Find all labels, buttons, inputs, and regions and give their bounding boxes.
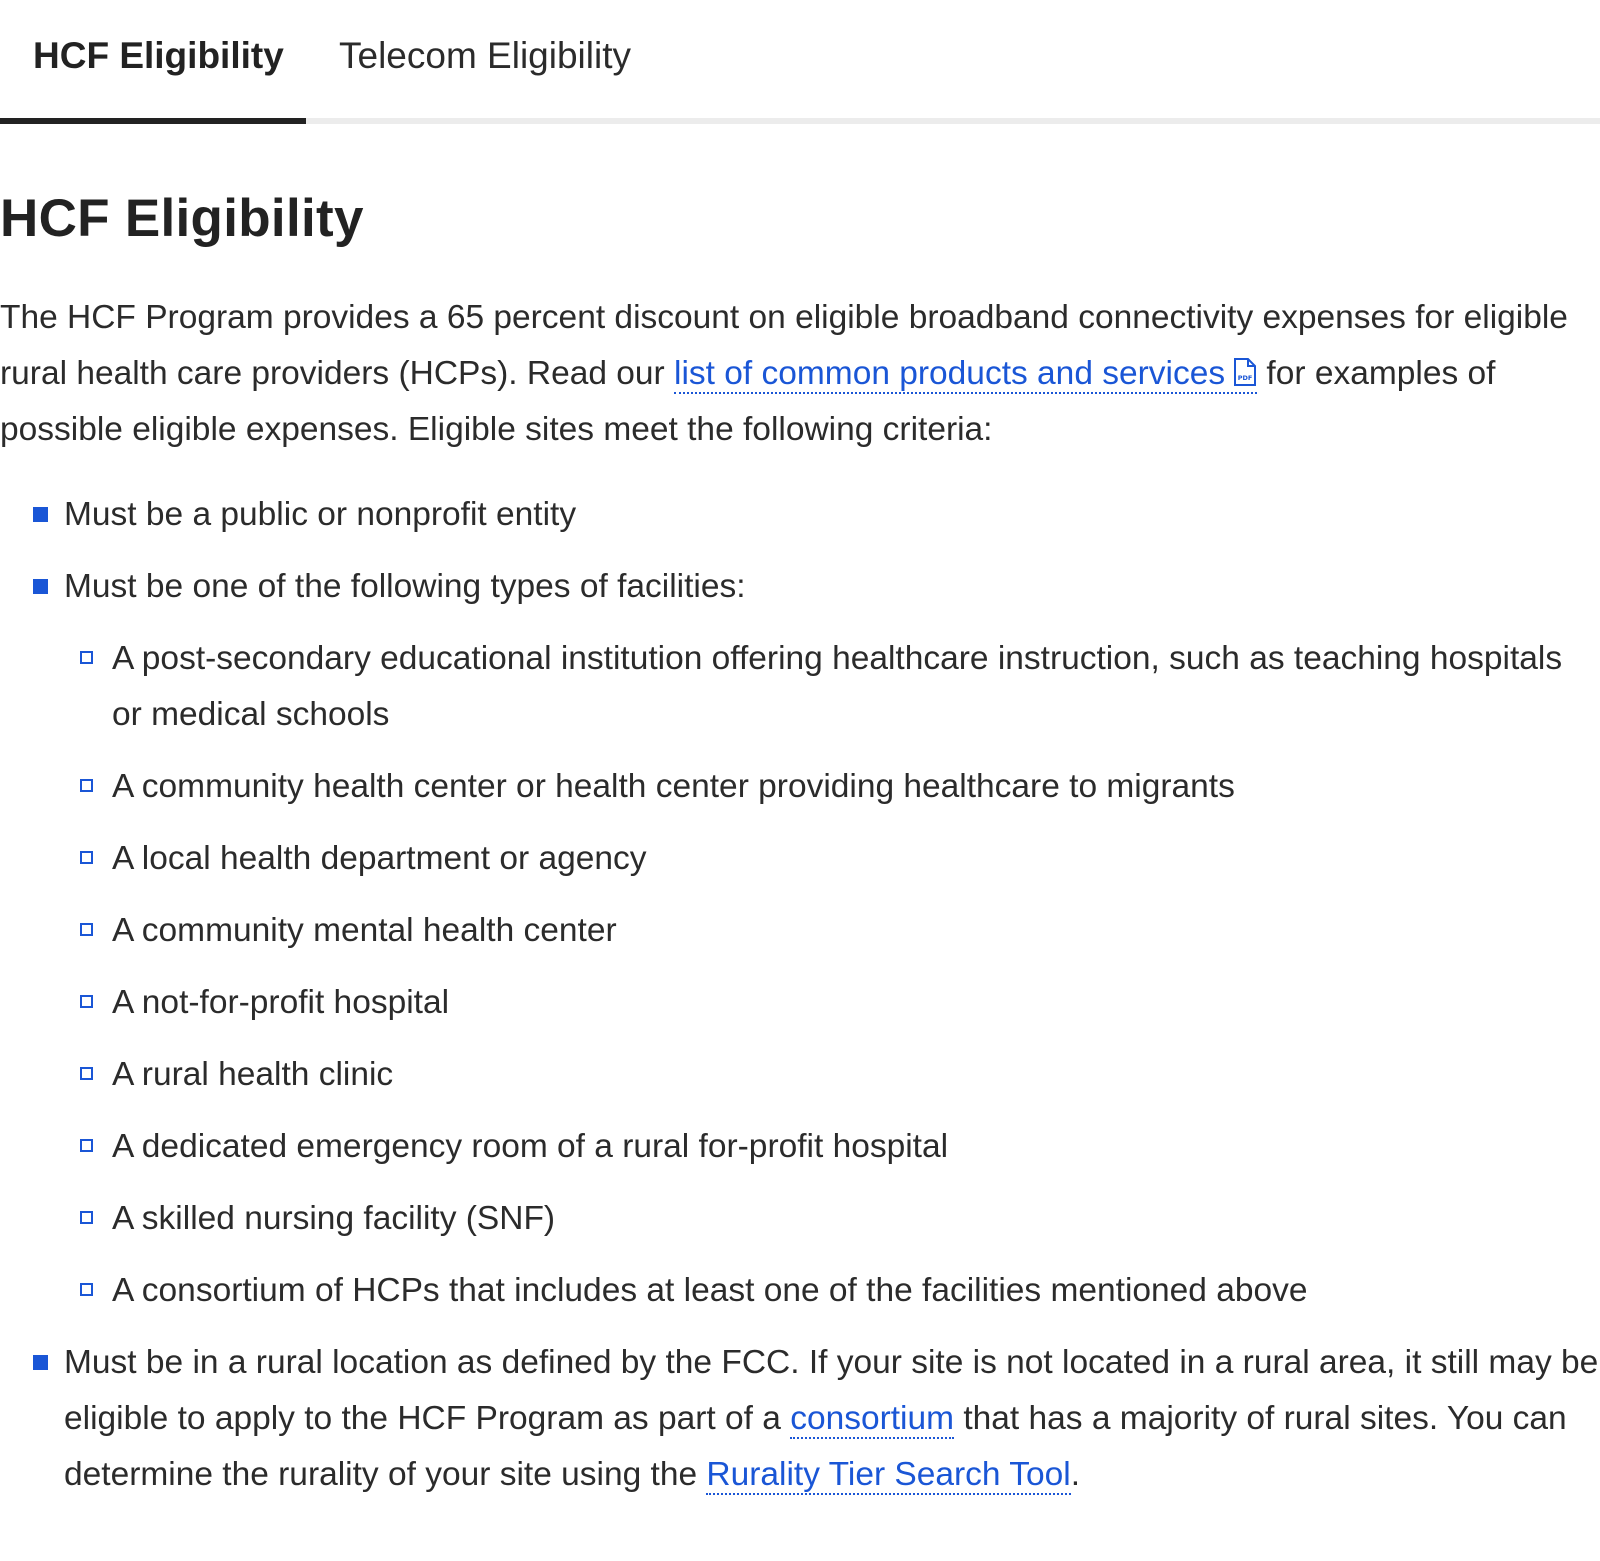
bullet-hollow-square-icon [80, 1139, 93, 1152]
facility-type-item [0, 1119, 1600, 1175]
page-title: HCF Eligibility [0, 189, 364, 248]
criteria-item-public-nonprofit [0, 487, 1600, 543]
facility-type-item [0, 831, 1600, 887]
svg-text:PDF: PDF [1237, 374, 1253, 382]
bullet-hollow-square-icon [80, 1283, 93, 1296]
facility-type-text: A local health department or agency [112, 840, 647, 877]
facility-type-item [0, 1191, 1600, 1247]
facility-type-text: A post-secondary educational institution offering healthcare instruction, such as teaching hospitals or medical schools [112, 640, 1563, 733]
bullet-hollow-square-icon [80, 1067, 93, 1080]
facility-type-text: A not-for-profit hospital [112, 984, 450, 1021]
facility-type-text: A skilled nursing facility (SNF) [112, 1200, 556, 1237]
facility-type-item [0, 1047, 1600, 1103]
bullet-hollow-square-icon [80, 851, 93, 864]
facility-type-item [0, 759, 1600, 815]
criteria-item-rural-location [0, 1335, 1600, 1503]
bullet-hollow-square-icon [80, 651, 93, 664]
bullet-square-icon [33, 507, 48, 522]
facility-type-text: A community health center or health center providing healthcare to migrants [112, 768, 1235, 805]
facility-type-text: A consortium of HCPs that includes at least one of the facilities mentioned above [112, 1272, 1308, 1309]
consortium-link[interactable]: consortium [790, 1400, 955, 1437]
tab-hcf-eligibility[interactable]: HCF Eligibility [0, 0, 306, 124]
facility-type-item [0, 975, 1600, 1031]
facility-type-text: A dedicated emergency room of a rural for-profit hospital [112, 1128, 949, 1165]
facility-type-item [0, 903, 1600, 959]
criteria-item-facility-types [0, 559, 1600, 1319]
tab-bar [0, 0, 1600, 124]
facility-type-item [0, 1263, 1600, 1319]
pdf-file-icon [1233, 358, 1257, 387]
criteria-item-text-end: . [1070, 1456, 1081, 1493]
facility-type-item [0, 631, 1600, 743]
products-services-link[interactable] [674, 355, 1257, 394]
products-services-link-label: list of common products and services [674, 355, 1226, 392]
criteria-item-text-cont: that has a majority of rural sites. You can determine the rurality of your site using the [64, 1400, 1567, 1493]
criteria-item-text: Must be one of the following types of facilities: [64, 568, 746, 605]
intro-paragraph [0, 290, 1600, 458]
criteria-item-text: Must be a public or nonprofit entity [64, 496, 577, 533]
bullet-hollow-square-icon [80, 923, 93, 936]
rurality-tier-search-tool-link[interactable]: Rurality Tier Search Tool [706, 1456, 1071, 1493]
bullet-square-icon [33, 1355, 48, 1370]
bullet-square-icon [33, 579, 48, 594]
facility-type-list [0, 631, 1600, 1319]
intro-text-start: The HCF Program provides a 65 percent discount on eligible broadband connectivity expenses for eligible rural health care providers (HCPs). Read our [0, 299, 1568, 392]
facility-type-text: A community mental health center [112, 912, 617, 949]
bullet-hollow-square-icon [80, 995, 93, 1008]
bullet-hollow-square-icon [80, 1211, 93, 1224]
tab-telecom-eligibility[interactable]: Telecom Eligibility [339, 35, 631, 76]
bullet-hollow-square-icon [80, 779, 93, 792]
criteria-list [0, 487, 1600, 1519]
facility-type-text: A rural health clinic [112, 1056, 394, 1093]
criteria-item-text: Must be in a rural location as defined by the FCC. If your site is not located in a rural area, it still may be eligible to apply to the HCF Program as part of a [64, 1344, 1599, 1437]
intro-text-end: for examples of possible eligible expenses. Eligible sites meet the following criteria: [0, 355, 1496, 448]
